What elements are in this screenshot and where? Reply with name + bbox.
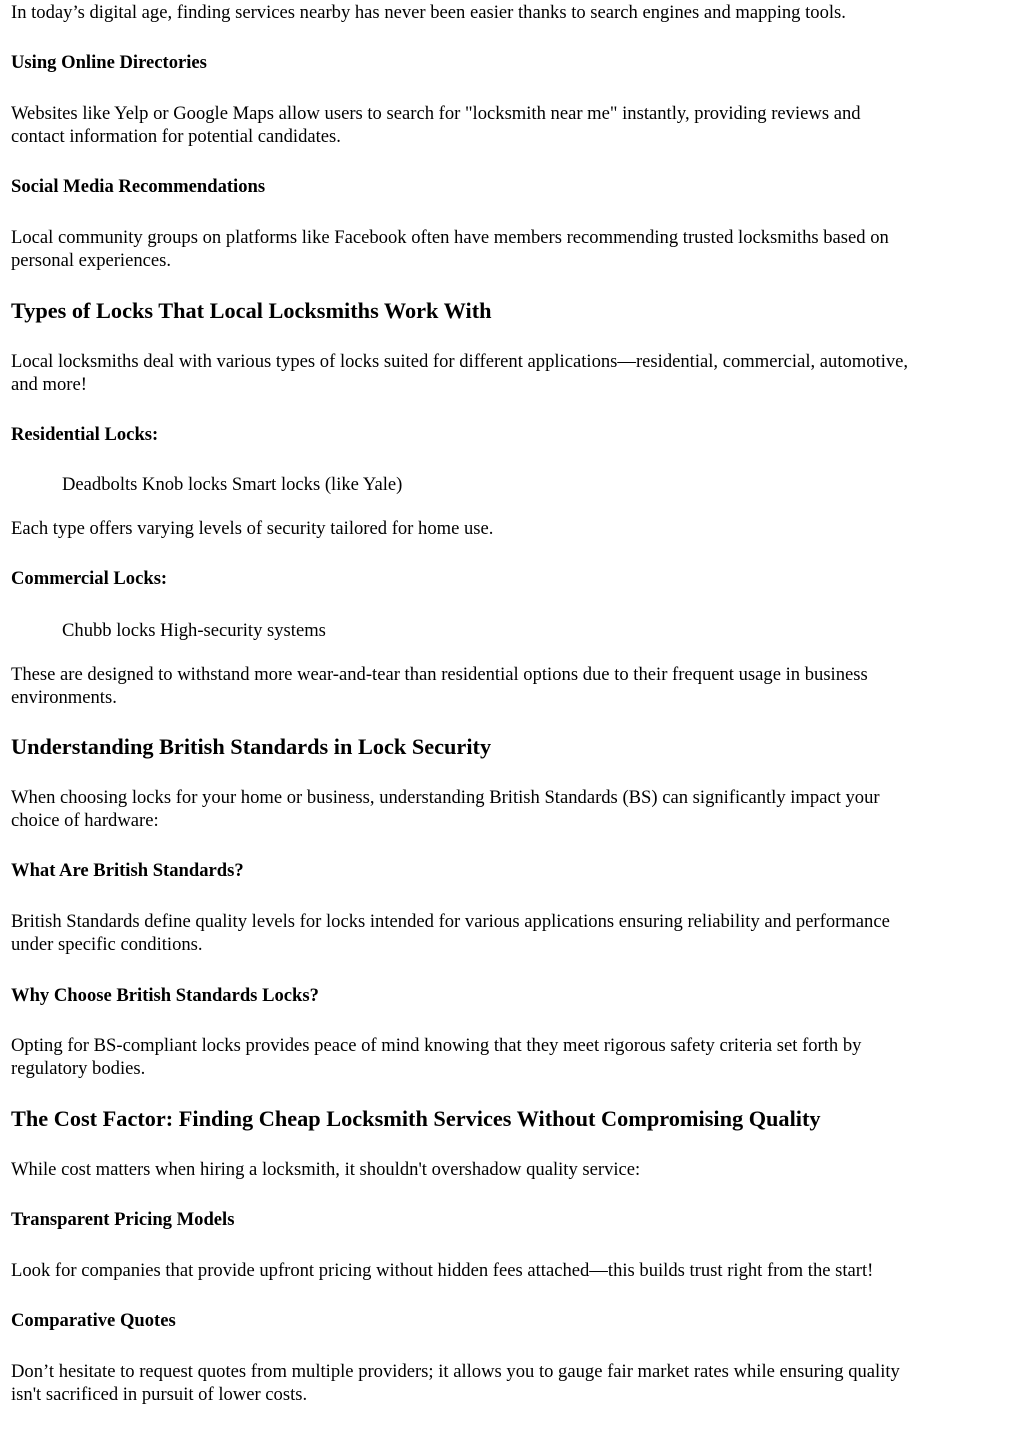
why-bs-paragraph-line-1: Opting for BS-compliant locks provides peace of mind knowing that they meet rigorous safety criteria set forth by — [11, 1035, 862, 1056]
why-bs-paragraph-line-2: regulatory bodies. — [11, 1058, 146, 1079]
heading-commercial-locks: Commercial Locks: — [11, 568, 168, 589]
commercial-paragraph-line-1: These are designed to withstand more wear-and-tear than residential options due to their frequent usage in business — [11, 664, 868, 685]
residential-paragraph-line-1: Each type offers varying levels of security tailored for home use. — [11, 518, 494, 539]
heading-lock-types: Types of Locks That Local Locksmiths Work With — [11, 298, 492, 323]
comparative-quotes-paragraph-line-1: Don’t hesitate to request quotes from multiple providers; it allows you to gauge fair market rates while ensuring quality — [11, 1361, 900, 1382]
heading-comparative-quotes: Comparative Quotes — [11, 1310, 176, 1331]
heading-residential-locks: Residential Locks: — [11, 424, 159, 445]
heading-transparent-pricing: Transparent Pricing Models — [11, 1209, 235, 1230]
heading-online-directories: Using Online Directories — [11, 52, 207, 73]
residential-locks-list: Deadbolts Knob locks Smart locks (like Yale) — [62, 474, 403, 495]
lock-types-paragraph-line-1: Local locksmiths deal with various types of locks suited for different applications—residential, commercial, automotive, — [11, 351, 909, 372]
social-media-paragraph-line-1: Local community groups on platforms like Facebook often have members recommending trusted locksmiths based on — [11, 227, 889, 248]
cost-paragraph-line-1: While cost matters when hiring a locksmith, it shouldn't overshadow quality service: — [11, 1159, 641, 1180]
transparent-pricing-paragraph-line-1: Look for companies that provide upfront pricing without hidden fees attached—this builds trust right from the start! — [11, 1260, 874, 1281]
british-standards-paragraph-line-2: choice of hardware: — [11, 810, 159, 831]
british-standards-paragraph-line-1: When choosing locks for your home or business, understanding British Standards (BS) can significantly impact your — [11, 787, 880, 808]
what-bs-paragraph-line-2: under specific conditions. — [11, 934, 203, 955]
heading-why-choose-british-standards: Why Choose British Standards Locks? — [11, 985, 319, 1006]
heading-cost-factor: The Cost Factor: Finding Cheap Locksmith Services Without Compromising Quality — [11, 1106, 821, 1131]
heading-social-media: Social Media Recommendations — [11, 176, 266, 197]
commercial-paragraph-line-2: environments. — [11, 687, 117, 708]
lock-types-paragraph-line-2: and more! — [11, 374, 87, 395]
commercial-locks-list: Chubb locks High-security systems — [62, 620, 326, 641]
social-media-paragraph-line-2: personal experiences. — [11, 250, 172, 271]
what-bs-paragraph-line-1: British Standards define quality levels for locks intended for various applications ensuring reliability and performance — [11, 911, 890, 932]
online-directories-paragraph-line-2: contact information for potential candidates. — [11, 126, 341, 147]
online-directories-paragraph-line-1: Websites like Yelp or Google Maps allow users to search for "locksmith near me" instantly, providing reviews and — [11, 103, 861, 124]
heading-what-are-british-standards: What Are British Standards? — [11, 860, 244, 881]
heading-british-standards: Understanding British Standards in Lock Security — [11, 734, 492, 759]
intro-paragraph-line-1: In today’s digital age, finding services nearby has never been easier thanks to search engines and mapping tools. — [11, 2, 846, 23]
comparative-quotes-paragraph-line-2: isn't sacrificed in pursuit of lower costs. — [11, 1384, 308, 1405]
